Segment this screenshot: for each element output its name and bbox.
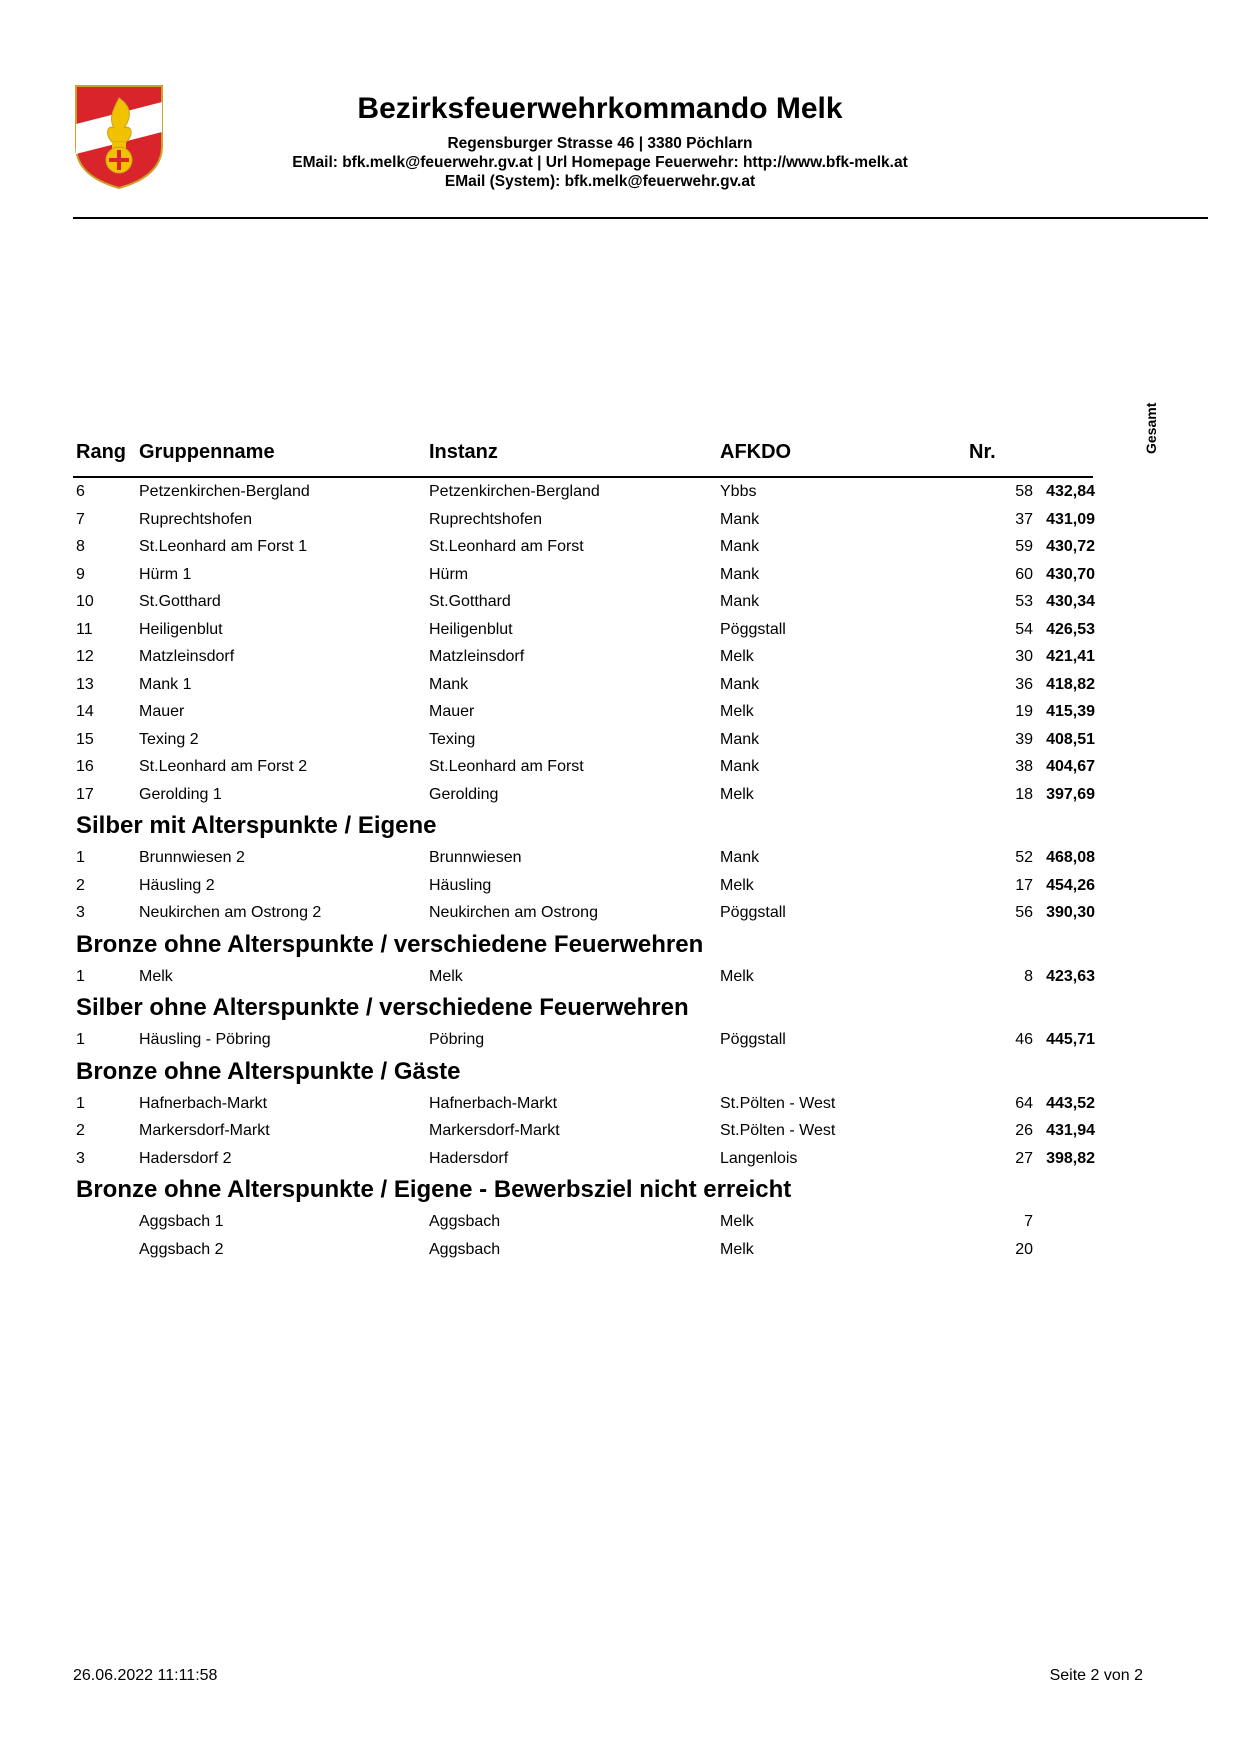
cell-nr: 59 [1015, 538, 1033, 555]
cell-gesamt: 418,82 [1046, 675, 1095, 693]
cell-afkdo: Mank [720, 538, 760, 555]
cell-gesamt: 423,63 [1046, 967, 1095, 985]
table-row [73, 698, 1093, 726]
cell-nr: 8 [1024, 967, 1033, 985]
cell-gesamt: 443,52 [1046, 1094, 1095, 1112]
cell-nr: 54 [1015, 620, 1033, 638]
cell-nr: 18 [1015, 785, 1033, 803]
cell-instanz: Häusling [429, 876, 492, 894]
cell-gruppenname: St.Gotthard [139, 593, 221, 610]
cell-rang: 6 [76, 483, 85, 500]
column-header-nr: Nr. [969, 441, 996, 463]
cell-rang: 1 [76, 1094, 85, 1112]
cell-gruppenname: St.Leonhard am Forst 1 [139, 538, 308, 555]
cell-nr: 46 [1015, 1031, 1033, 1048]
cell-gruppenname: St.Leonhard am Forst 2 [139, 758, 308, 775]
table-row [73, 1117, 1093, 1145]
cell-nr: 17 [1015, 876, 1033, 894]
table-row [73, 1026, 1093, 1054]
cell-nr: 7 [1024, 1213, 1033, 1230]
cell-afkdo: Mank [720, 849, 760, 866]
table-row [73, 1145, 1093, 1173]
cell-instanz: Hadersdorf [429, 1149, 509, 1167]
cell-gesamt: 408,51 [1046, 730, 1095, 748]
cell-gesamt: 431,94 [1046, 1122, 1095, 1139]
cell-rang: 12 [76, 648, 94, 665]
print-timestamp: 26.06.2022 11:11:58 [73, 1667, 218, 1684]
cell-gruppenname: Häusling 2 [139, 876, 215, 894]
cell-instanz: Matzleinsdorf [429, 648, 525, 665]
cell-rang: 15 [76, 730, 94, 748]
cell-gruppenname: Brunnwiesen 2 [139, 849, 245, 866]
cell-gruppenname: Texing 2 [139, 730, 199, 748]
cell-rang: 14 [76, 703, 94, 720]
cell-afkdo: Melk [720, 648, 754, 665]
section-heading: Bronze ohne Alterspunkte / Gäste [76, 1057, 461, 1085]
cell-instanz: Mank [429, 675, 469, 693]
cell-gesamt: 398,82 [1046, 1149, 1095, 1167]
table-row [73, 726, 1093, 754]
cell-nr: 52 [1015, 849, 1033, 866]
table-row [73, 533, 1093, 561]
cell-rang: 2 [76, 1122, 85, 1139]
table-header [73, 390, 1159, 478]
cell-gesamt: 430,72 [1046, 538, 1095, 555]
cell-instanz: Ruprechtshofen [429, 510, 542, 528]
cell-gesamt: 432,84 [1046, 483, 1095, 500]
cell-instanz: Aggsbach [429, 1213, 501, 1230]
cell-afkdo: Mank [720, 730, 760, 748]
cell-instanz: Aggsbach [429, 1240, 501, 1258]
cell-rang: 1 [76, 967, 85, 985]
cell-afkdo: Mank [720, 675, 760, 693]
cell-gruppenname: Aggsbach 2 [139, 1240, 224, 1258]
section-heading: Silber mit Alterspunkte / Eigene [76, 812, 437, 839]
table-row [73, 872, 1093, 900]
cell-gruppenname: Neukirchen am Ostrong 2 [139, 904, 322, 921]
page-number: Seite 2 von 2 [1049, 1667, 1143, 1684]
cell-gesamt: 426,53 [1046, 620, 1095, 638]
cell-gruppenname: Ruprechtshofen [139, 510, 252, 528]
cell-afkdo: Mank [720, 593, 760, 610]
cell-gesamt: 404,67 [1046, 758, 1095, 775]
organization-address: Regensburger Strasse 46 | 3380 Pöchlarn [447, 135, 753, 152]
cell-instanz: Petzenkirchen-Bergland [429, 483, 600, 500]
column-header-gruppenname: Gruppenname [139, 441, 275, 463]
column-header-afkdo: AFKDO [720, 441, 792, 463]
cell-gruppenname: Mauer [139, 703, 185, 720]
cell-instanz: Hafnerbach-Markt [429, 1094, 558, 1112]
cell-gruppenname: Häusling - Pöbring [139, 1031, 271, 1048]
table-row [73, 616, 1093, 644]
cell-rang: 8 [76, 538, 85, 555]
cell-rang: 1 [76, 1031, 85, 1048]
table-row [73, 899, 1093, 927]
cell-gruppenname: Hürm 1 [139, 565, 192, 583]
cell-instanz: St.Leonhard am Forst [429, 758, 584, 775]
cell-gesamt: 390,30 [1046, 904, 1095, 921]
cell-gesamt: 430,70 [1046, 565, 1095, 583]
cell-rang: 7 [76, 510, 85, 528]
table-row [73, 506, 1093, 534]
cell-instanz: Mauer [429, 703, 475, 720]
cell-afkdo: Mank [720, 758, 760, 775]
cell-gruppenname: Aggsbach 1 [139, 1213, 224, 1230]
cell-rang: 16 [76, 758, 94, 775]
cell-gruppenname: Hadersdorf 2 [139, 1149, 232, 1167]
cell-gruppenname: Mank 1 [139, 675, 192, 693]
table-row [73, 643, 1093, 671]
cell-nr: 37 [1015, 510, 1033, 528]
cell-afkdo: St.Pölten - West [720, 1094, 836, 1112]
cell-afkdo: Ybbs [720, 483, 757, 500]
cell-gesamt: 445,71 [1046, 1031, 1095, 1048]
cell-nr: 30 [1015, 648, 1033, 665]
cell-rang: 3 [76, 904, 85, 921]
table-body [73, 478, 1093, 1263]
cell-afkdo: Mank [720, 510, 760, 528]
section-heading: Silber ohne Alterspunkte / verschiedene Feuerwehren [76, 994, 689, 1021]
organization-title: Bezirksfeuerwehrkommando Melk [357, 92, 843, 125]
cell-nr: 60 [1015, 565, 1033, 583]
cell-rang: 17 [76, 785, 94, 803]
cell-afkdo: Melk [720, 967, 754, 985]
table-row [73, 963, 1093, 991]
cell-gruppenname: Markersdorf-Markt [139, 1122, 270, 1139]
cell-nr: 27 [1015, 1149, 1033, 1167]
cell-afkdo: Melk [720, 1240, 754, 1258]
cell-instanz: Gerolding [429, 785, 499, 803]
cell-gruppenname: Hafnerbach-Markt [139, 1094, 268, 1112]
section-heading: Bronze ohne Alterspunkte / Eigene - Bewerbsziel nicht erreicht [76, 1176, 792, 1203]
cell-gruppenname: Matzleinsdorf [139, 648, 235, 665]
cell-rang: 2 [76, 876, 85, 894]
cell-gesamt: 468,08 [1046, 849, 1095, 866]
table-row [73, 1236, 1093, 1264]
cell-nr: 20 [1015, 1240, 1033, 1258]
cell-nr: 64 [1015, 1094, 1033, 1112]
cell-instanz: Brunnwiesen [429, 849, 522, 866]
organization-system-email: EMail (System): bfk.melk@feuerwehr.gv.at [444, 173, 756, 190]
cell-afkdo: Melk [720, 703, 754, 720]
cell-rang: 9 [76, 565, 85, 583]
cell-gesamt: 430,34 [1046, 593, 1095, 610]
cell-afkdo: St.Pölten - West [720, 1122, 836, 1139]
cell-rang: 13 [76, 675, 94, 693]
cell-afkdo: Langenlois [720, 1149, 798, 1167]
cell-instanz: St.Gotthard [429, 593, 511, 610]
cell-instanz: Hürm [429, 565, 469, 583]
cell-gesamt: 421,41 [1046, 648, 1095, 665]
header-divider [73, 217, 1208, 219]
table-row [73, 781, 1093, 809]
cell-instanz: Texing [429, 730, 476, 748]
cell-rang: 10 [76, 593, 94, 610]
cell-afkdo: Mank [720, 565, 760, 583]
cell-afkdo: Pöggstall [720, 904, 786, 921]
cell-instanz: Neukirchen am Ostrong [429, 904, 598, 921]
cell-gruppenname: Melk [139, 967, 173, 985]
column-header-rang: Rang [76, 441, 126, 463]
results-table [73, 390, 1159, 1263]
cell-instanz: St.Leonhard am Forst [429, 538, 584, 555]
column-header-gesamt: Gesamt [1143, 402, 1159, 454]
cell-instanz: Melk [429, 967, 463, 985]
table-row [73, 561, 1093, 589]
table-row [73, 844, 1093, 872]
cell-nr: 58 [1015, 483, 1033, 500]
cell-instanz: Pöbring [429, 1031, 485, 1048]
cell-gesamt: 397,69 [1046, 785, 1095, 803]
cell-gruppenname: Petzenkirchen-Bergland [139, 483, 310, 500]
cell-nr: 56 [1015, 904, 1033, 921]
cell-nr: 39 [1015, 730, 1033, 748]
cell-afkdo: Pöggstall [720, 1031, 786, 1048]
fire-brigade-logo [74, 84, 164, 190]
section-heading: Bronze ohne Alterspunkte / verschiedene Feuerwehren [76, 930, 704, 958]
table-row [73, 478, 1093, 506]
cell-nr: 38 [1015, 758, 1033, 775]
cell-gesamt: 431,09 [1046, 510, 1095, 528]
cell-gesamt: 415,39 [1046, 703, 1095, 720]
cell-gruppenname: Gerolding 1 [139, 785, 222, 803]
cell-afkdo: Pöggstall [720, 620, 786, 638]
cell-gruppenname: Heiligenblut [139, 620, 223, 638]
table-row [73, 1090, 1093, 1118]
column-header-instanz: Instanz [429, 441, 498, 463]
cell-rang: 3 [76, 1149, 85, 1167]
cell-rang: 1 [76, 849, 85, 866]
table-row [73, 1208, 1093, 1236]
table-row [73, 753, 1093, 781]
cell-rang: 11 [76, 620, 93, 638]
table-row [73, 588, 1093, 616]
cell-instanz: Heiligenblut [429, 620, 513, 638]
cell-nr: 19 [1015, 703, 1033, 720]
cell-instanz: Markersdorf-Markt [429, 1122, 560, 1139]
organization-contact: EMail: bfk.melk@feuerwehr.gv.at | Url Homepage Feuerwehr: http://www.bfk-melk.at [292, 154, 908, 171]
cell-nr: 26 [1015, 1122, 1033, 1139]
cell-gesamt: 454,26 [1046, 876, 1095, 894]
cell-nr: 36 [1015, 675, 1033, 693]
cell-afkdo: Melk [720, 1213, 754, 1230]
table-row [73, 671, 1093, 699]
cell-nr: 53 [1015, 593, 1033, 610]
cell-afkdo: Melk [720, 785, 754, 803]
cell-afkdo: Melk [720, 876, 754, 894]
